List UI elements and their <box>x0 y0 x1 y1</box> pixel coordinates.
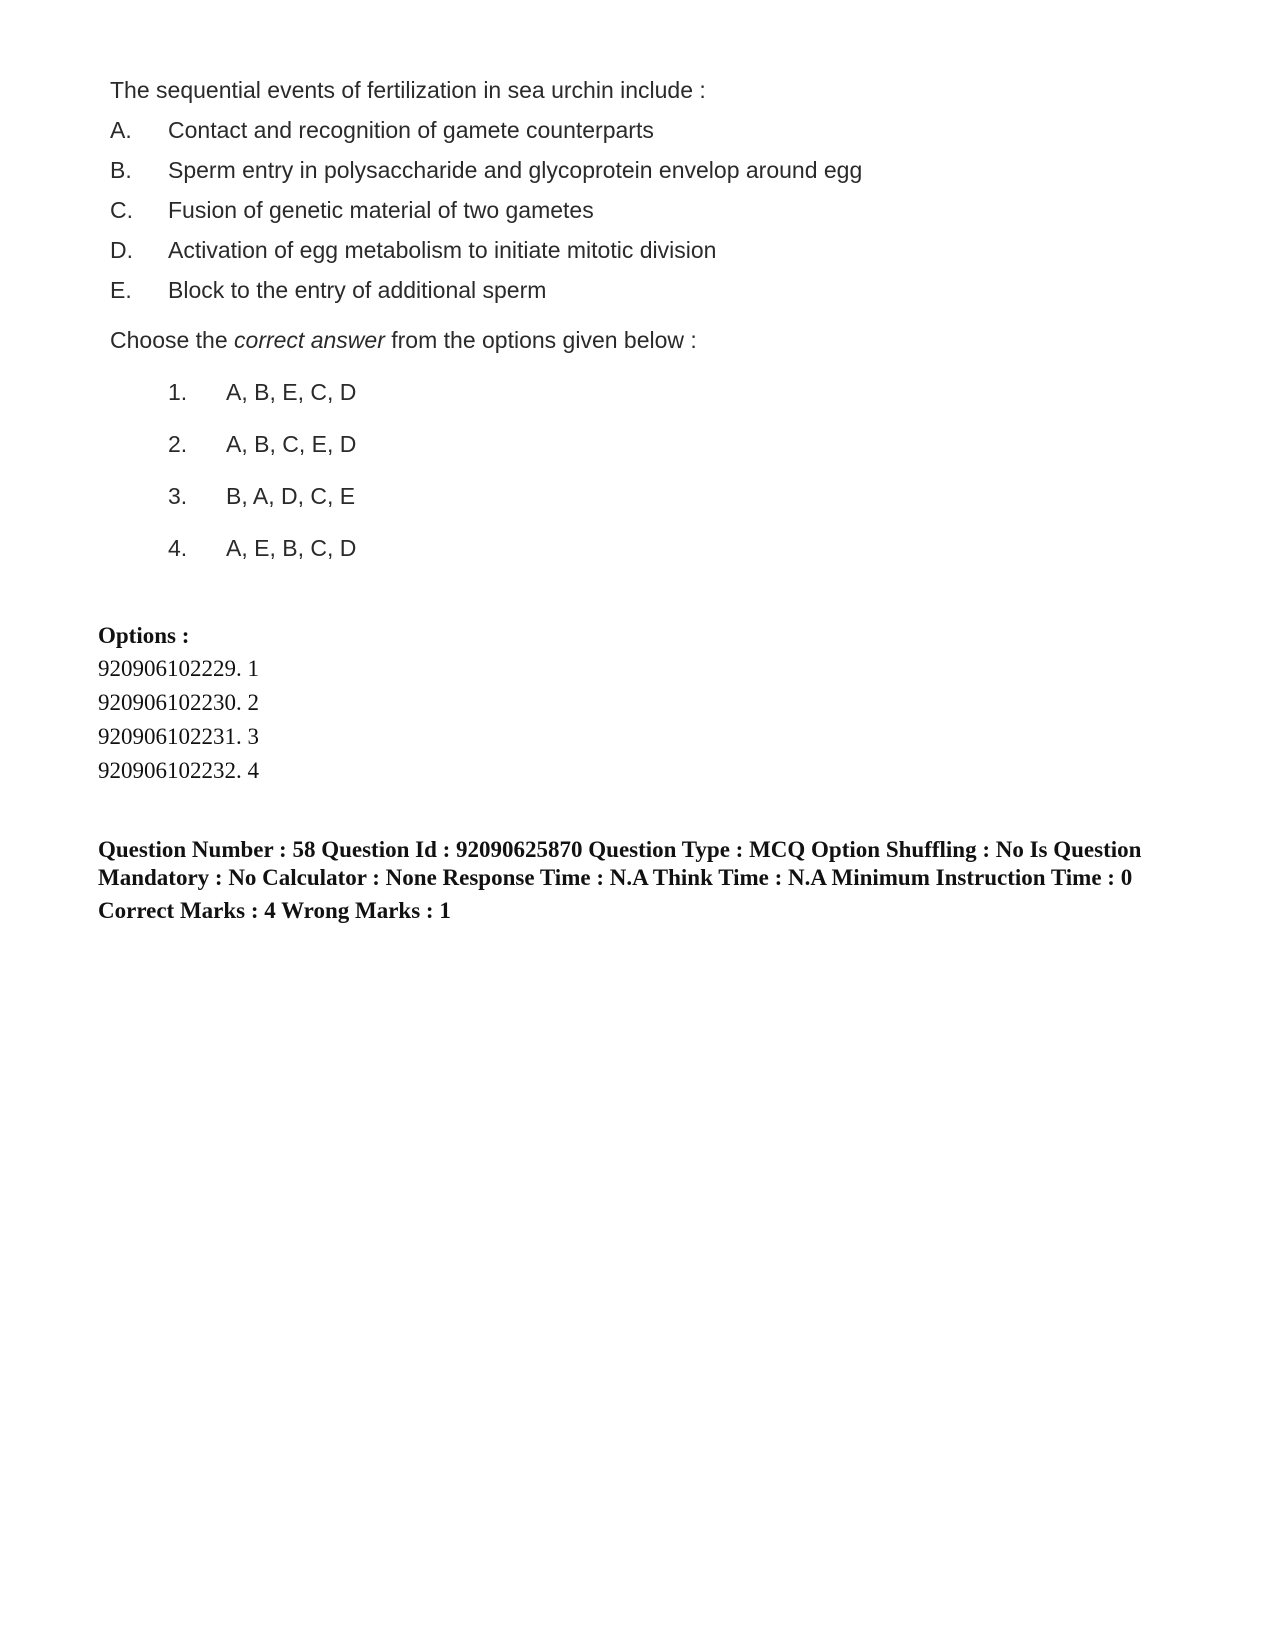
option-id-line: 920906102231. 3 <box>98 724 259 749</box>
answer-number: 4. <box>168 535 188 561</box>
question-metadata <box>98 620 1198 926</box>
statement-text: Fusion of genetic material of two gametes <box>168 197 594 223</box>
answer-text: A, B, C, E, D <box>226 431 357 457</box>
statement-letter: C. <box>110 197 133 223</box>
statement-letter: E. <box>110 277 132 303</box>
statement-letter: A. <box>110 117 132 143</box>
statement-text: Contact and recognition of gamete counterparts <box>168 117 654 143</box>
answer-option-2 <box>168 424 1010 476</box>
answer-option-1 <box>168 372 1010 424</box>
answer-option-3 <box>168 476 1010 528</box>
statement-letter: B. <box>110 157 132 183</box>
statement-letter: D. <box>110 237 133 263</box>
question-image <box>110 70 1010 580</box>
answer-number: 1. <box>168 379 188 405</box>
answer-list <box>110 372 1010 580</box>
choose-emphasis: correct answer <box>234 327 385 353</box>
statement-b <box>110 150 1010 190</box>
statement-text: Block to the entry of additional sperm <box>168 277 547 303</box>
answer-text: A, B, E, C, D <box>226 379 357 405</box>
statement-a <box>110 110 1010 150</box>
option-id-line: 920906102230. 2 <box>98 690 259 715</box>
options-heading: Options : <box>98 623 190 648</box>
answer-number: 3. <box>168 483 188 509</box>
statement-d <box>110 230 1010 270</box>
answer-text: A, E, B, C, D <box>226 535 357 561</box>
statement-e <box>110 270 1010 310</box>
marks-info: Correct Marks : 4 Wrong Marks : 1 <box>98 898 451 923</box>
statement-text: Activation of egg metabolism to initiate mitotic division <box>168 237 717 263</box>
statement-c <box>110 190 1010 230</box>
statement-text: Sperm entry in polysaccharide and glycoprotein envelop around egg <box>168 157 863 183</box>
question-info: Question Number : 58 Question Id : 92090625870 Question Type : MCQ Option Shuffling : No Is Question Mandatory : No Calculator : None Response Time : N.A Think Time : N.A Minimum Instruction Time : 0 <box>98 837 1142 890</box>
choose-prefix: Choose the <box>110 327 235 353</box>
choose-suffix: from the options given below : <box>384 327 697 353</box>
choose-instruction <box>110 318 1010 362</box>
option-id-line: 920906102229. 1 <box>98 656 259 681</box>
answer-option-4 <box>168 528 1010 580</box>
answer-text: B, A, D, C, E <box>226 483 356 509</box>
answer-number: 2. <box>168 431 188 457</box>
question-stem: The sequential events of fertilization in sea urchin include : <box>110 77 706 103</box>
option-id-line: 920906102232. 4 <box>98 758 259 783</box>
